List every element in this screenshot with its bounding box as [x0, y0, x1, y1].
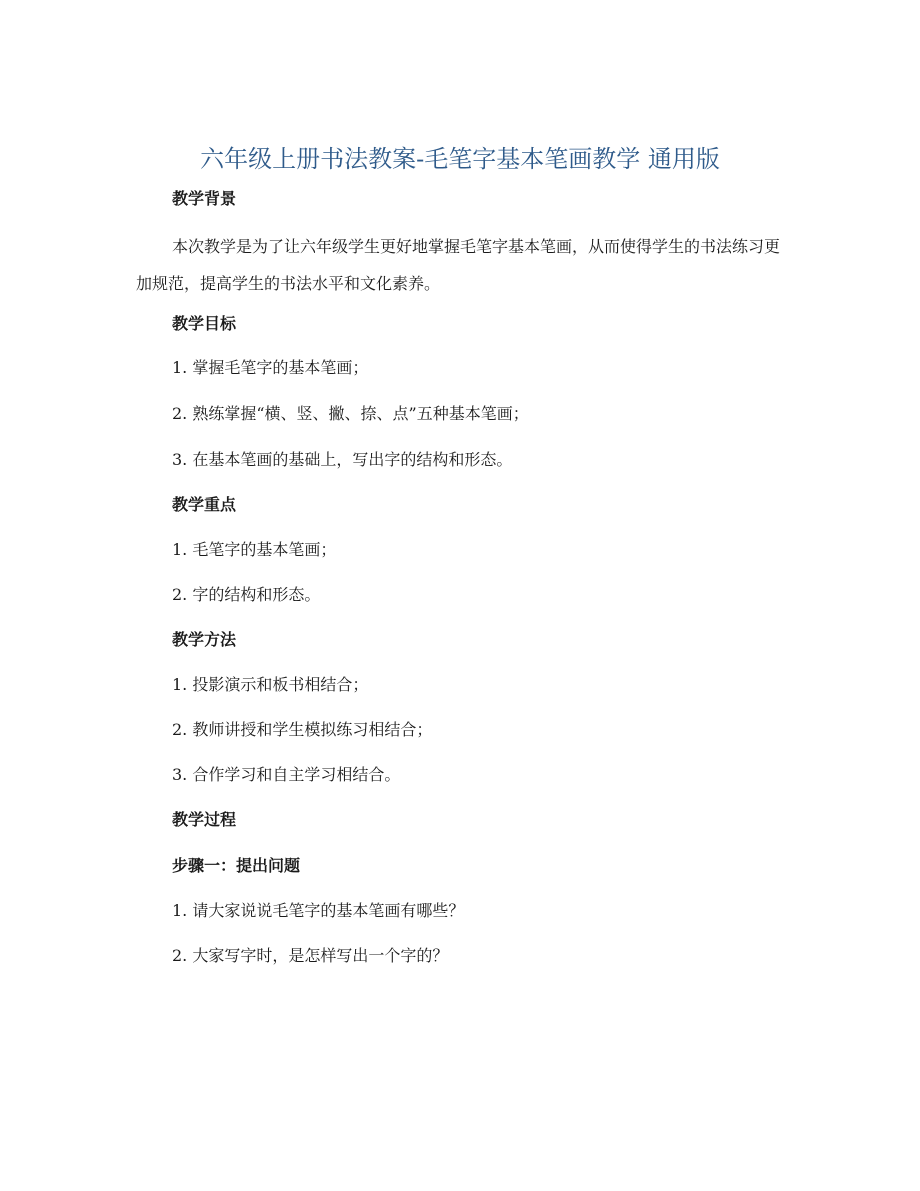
method-item-1: 1. 投影演示和板书相结合； — [172, 675, 369, 694]
section-heading-methods: 教学方法 — [172, 630, 237, 649]
method-item-2: 2. 教师讲授和学生模拟练习相结合； — [172, 720, 433, 739]
section-heading-key-points: 教学重点 — [172, 495, 237, 514]
step1-item-2: 2. 大家写字时，是怎样写出一个字的？ — [172, 946, 449, 965]
step1-heading: 步骤一：提出问题 — [172, 856, 301, 875]
background-paragraph: 本次教学是为了让六年级学生更好地掌握毛笔字基本笔画，从而使得学生的书法练习更加规范，提高学生的书法水平和文化素养。 — [136, 237, 781, 293]
objective-item-2: 2. 熟练掌握“横、竖、撇、捺、点”五种基本笔画； — [172, 404, 529, 423]
key-point-item-1: 1. 毛笔字的基本笔画； — [172, 540, 337, 559]
section-heading-background: 教学背景 — [172, 189, 237, 208]
key-point-item-2: 2. 字的结构和形态。 — [172, 585, 321, 604]
document-title: 六年级上册书法教案-毛笔字基本笔画教学 通用版 — [200, 145, 720, 173]
section-heading-objectives: 教学目标 — [172, 314, 237, 333]
method-item-3: 3. 合作学习和自主学习相结合。 — [172, 765, 401, 784]
objective-item-1: 1. 掌握毛笔字的基本笔画； — [172, 358, 369, 377]
step1-item-1: 1. 请大家说说毛笔字的基本笔画有哪些？ — [172, 901, 465, 920]
section-heading-process: 教学过程 — [172, 810, 237, 829]
objective-item-3: 3. 在基本笔画的基础上，写出字的结构和形态。 — [172, 450, 513, 469]
